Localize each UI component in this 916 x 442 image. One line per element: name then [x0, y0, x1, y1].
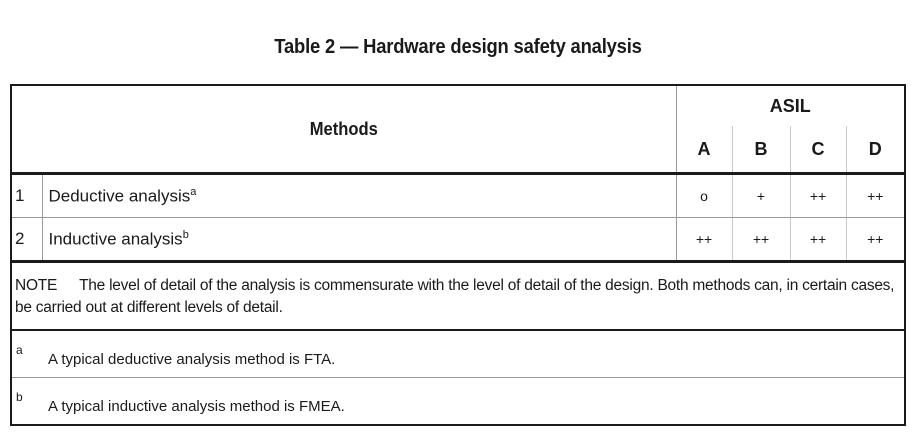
note-text: The level of detail of the analysis is commensurate with the level of detail of the design. Both methods can, in certain cases, be carried out at different levels of detail. [15, 277, 895, 316]
asil-header: ASIL [769, 95, 811, 116]
value-asil-b: ++ [732, 218, 790, 262]
footnote-a [12, 331, 904, 378]
table-note [12, 263, 904, 331]
value-asil-d: ++ [846, 218, 904, 262]
footnote-mark: b [16, 390, 23, 404]
table-row [12, 218, 904, 262]
footnote-ref: a [190, 185, 197, 198]
asil-level-b: B [732, 126, 790, 174]
footnote-text: A typical deductive analysis method is FTA. [48, 351, 336, 368]
value-asil-a: o [676, 174, 732, 218]
header-row-asil [12, 86, 904, 126]
method-name [42, 174, 676, 218]
footnote-b [12, 378, 904, 424]
value-asil-d: ++ [846, 174, 904, 218]
table-title: Table 2 — Hardware design safety analysis [274, 36, 642, 58]
method-name [42, 218, 676, 262]
footnote-text: A typical inductive analysis method is FMEA. [48, 398, 345, 415]
row-number: 2 [12, 218, 42, 262]
asil-level-a: A [676, 126, 732, 174]
footnote-mark: a [16, 343, 23, 357]
methods-header: Methods [39, 86, 650, 174]
method-label: Deductive analysis [48, 186, 191, 206]
value-asil-b: + [732, 174, 790, 218]
asil-level-d: D [846, 126, 904, 174]
methods-table [12, 86, 904, 263]
method-label: Inductive analysis [48, 229, 183, 249]
row-number: 1 [12, 174, 42, 218]
value-asil-c: ++ [790, 174, 846, 218]
note-label: NOTE [15, 277, 58, 294]
safety-analysis-table [10, 84, 906, 426]
footnote-ref: b [182, 228, 189, 241]
asil-level-c: C [790, 126, 846, 174]
table-row [12, 174, 904, 218]
value-asil-a: ++ [676, 218, 732, 262]
value-asil-c: ++ [790, 218, 846, 262]
